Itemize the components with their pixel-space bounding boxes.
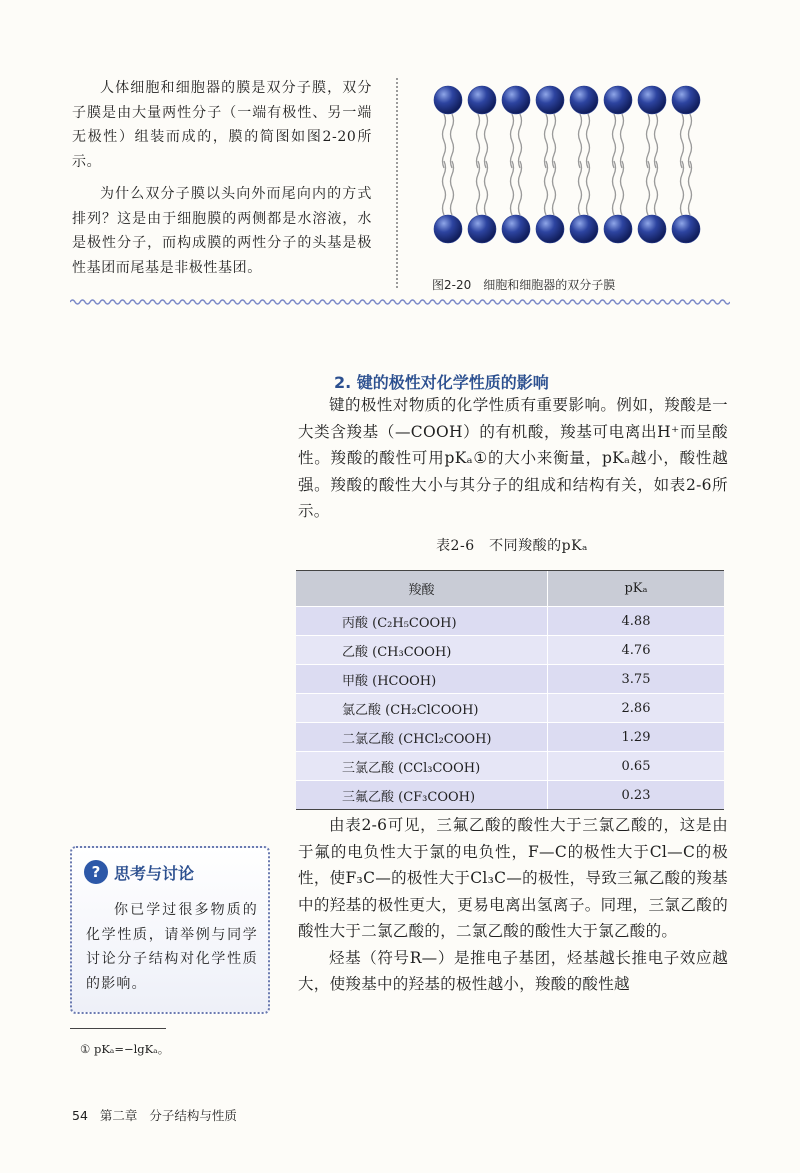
think-discuss-title: 思考与讨论 — [114, 863, 195, 883]
nonpolar-tail — [451, 161, 454, 215]
intro-text — [72, 76, 372, 280]
polar-head — [570, 215, 598, 243]
acid-name: 三氟乙酸 (CF₃COOH) — [296, 781, 548, 810]
pka-value: 3.75 — [548, 665, 725, 694]
nonpolar-tail — [621, 114, 624, 168]
table-caption: 表2-6 不同羧酸的pKₐ — [436, 538, 588, 554]
nonpolar-tail — [655, 161, 658, 215]
polar-head — [638, 215, 666, 243]
nonpolar-tail — [485, 114, 488, 168]
pka-value: 4.88 — [548, 607, 725, 636]
nonpolar-tail — [579, 161, 582, 215]
amphiphilic-molecule — [570, 86, 598, 243]
think-discuss-text: 你已学过很多物质的化学性质，请举例与同学讨论分子结构对化学性质的影响。 — [86, 902, 258, 992]
table-row — [296, 607, 724, 636]
polar-head — [672, 215, 700, 243]
table-row — [296, 636, 724, 665]
nonpolar-tail — [587, 161, 590, 215]
acid-name: 三氯乙酸 (CCl₃COOH) — [296, 752, 548, 781]
nonpolar-tail — [553, 114, 556, 168]
polar-head — [604, 86, 632, 114]
nonpolar-tail — [451, 114, 454, 168]
figure-caption: 图2-20 细胞和细胞器的双分子膜 — [432, 278, 616, 292]
nonpolar-tail — [587, 114, 590, 168]
acid-name: 乙酸 (CH₃COOH) — [296, 636, 548, 665]
polar-head — [672, 86, 700, 114]
intro-paragraph-2: 为什么双分子膜以头向外而尾向内的方式排列？这是由于细胞膜的两侧都是水溶液，水是极性分子，而构成膜的两性分子的头基是极性基团而尾基是非极性基团。 — [72, 186, 372, 276]
column-divider — [396, 78, 398, 288]
acid-pka-table — [296, 570, 724, 810]
nonpolar-tail — [485, 161, 488, 215]
section-body-1 — [298, 392, 728, 525]
column-header-pka: pKₐ — [548, 571, 725, 607]
section-title: 2. 键的极性对化学性质的影响 — [334, 373, 549, 392]
nonpolar-tail — [681, 161, 684, 215]
column-header-acid: 羧酸 — [296, 571, 548, 607]
nonpolar-tail — [443, 161, 446, 215]
section-paragraph-3: 烃基（符号R—）是推电子基团，烃基越长推电子效应越大，使羧基中的羟基的极性越小，羧酸的酸性越 — [298, 948, 728, 993]
nonpolar-tail — [443, 114, 446, 168]
chapter-title: 分子结构与性质 — [149, 1108, 237, 1123]
nonpolar-tail — [519, 114, 522, 168]
nonpolar-tail — [681, 114, 684, 168]
table-row — [296, 752, 724, 781]
polar-head — [502, 86, 530, 114]
table-row — [296, 694, 724, 723]
amphiphilic-molecule — [536, 86, 564, 243]
polar-head — [604, 215, 632, 243]
section-paragraph-1: 键的极性对物质的化学性质有重要影响。例如，羧酸是一大类含羧基（—COOH）的有机酸，羧基可电离出H⁺而呈酸性。羧酸的酸性可用pKₐ①的大小来衡量，pKₐ越小，酸性越强。羧酸的酸性大小与其分子的组成和结构有关，如表2-6所示。 — [298, 396, 728, 520]
footnote: ① pKₐ=−lgKₐ。 — [80, 1042, 170, 1056]
table-header-row — [296, 571, 724, 607]
nonpolar-tail — [647, 161, 650, 215]
chapter-label: 第二章 — [99, 1108, 138, 1123]
amphiphilic-molecule — [468, 86, 496, 243]
nonpolar-tail — [553, 161, 556, 215]
pka-value: 4.76 — [548, 636, 725, 665]
nonpolar-tail — [519, 161, 522, 215]
polar-head — [434, 215, 462, 243]
think-discuss-header — [84, 860, 194, 884]
section-paragraph-2: 由表2-6可见，三氟乙酸的酸性大于三氯乙酸的，这是由于氟的电负性大于氯的电负性，F—C的极性大于Cl—C的极性，使F₃C—的极性大于Cl₃C—的极性，导致三氟乙酸的羧基中的羟基的极性更大，更易电离出氢离子。同理，三氯乙酸的酸性大于二氯乙酸的，二氯乙酸的酸性大于氯乙酸的。 — [298, 816, 728, 940]
intro-paragraph-1: 人体细胞和细胞器的膜是双分子膜，双分子膜是由大量两性分子（一端有极性、另一端无极性）组装而成的，膜的简图如图2-20所示。 — [72, 80, 372, 170]
page-number: 54 — [72, 1108, 88, 1123]
polar-head — [434, 86, 462, 114]
polar-head — [502, 215, 530, 243]
footnote-rule — [70, 1028, 166, 1029]
think-discuss-box — [70, 846, 270, 1014]
question-icon: ? — [84, 860, 108, 884]
nonpolar-tail — [613, 114, 616, 168]
nonpolar-tail — [689, 161, 692, 215]
amphiphilic-molecule — [434, 86, 462, 243]
nonpolar-tail — [545, 114, 548, 168]
nonpolar-tail — [477, 161, 480, 215]
polar-head — [468, 86, 496, 114]
nonpolar-tail — [545, 161, 548, 215]
acid-name: 甲酸 (HCOOH) — [296, 665, 548, 694]
nonpolar-tail — [647, 114, 650, 168]
polar-head — [468, 215, 496, 243]
acid-name: 氯乙酸 (CH₂ClCOOH) — [296, 694, 548, 723]
wavy-divider — [70, 296, 730, 308]
nonpolar-tail — [511, 114, 514, 168]
nonpolar-tail — [477, 114, 480, 168]
nonpolar-tail — [621, 161, 624, 215]
nonpolar-tail — [655, 114, 658, 168]
pka-value: 0.23 — [548, 781, 725, 810]
polar-head — [536, 215, 564, 243]
pka-value: 2.86 — [548, 694, 725, 723]
nonpolar-tail — [511, 161, 514, 215]
nonpolar-tail — [689, 114, 692, 168]
amphiphilic-molecule — [638, 86, 666, 243]
amphiphilic-molecule — [502, 86, 530, 243]
polar-head — [536, 86, 564, 114]
acid-name: 丙酸 (C₂H₅COOH) — [296, 607, 548, 636]
nonpolar-tail — [579, 114, 582, 168]
section-body-2 — [298, 812, 728, 998]
acid-name: 二氯乙酸 (CHCl₂COOH) — [296, 723, 548, 752]
amphiphilic-molecule — [604, 86, 632, 243]
amphiphilic-molecule — [672, 86, 700, 243]
table-row — [296, 723, 724, 752]
table-row — [296, 665, 724, 694]
bilayer-membrane-figure — [418, 76, 718, 256]
pka-value: 1.29 — [548, 723, 725, 752]
pka-value: 0.65 — [548, 752, 725, 781]
page-footer — [72, 1106, 245, 1124]
nonpolar-tail — [613, 161, 616, 215]
polar-head — [638, 86, 666, 114]
polar-head — [570, 86, 598, 114]
table-row — [296, 781, 724, 810]
